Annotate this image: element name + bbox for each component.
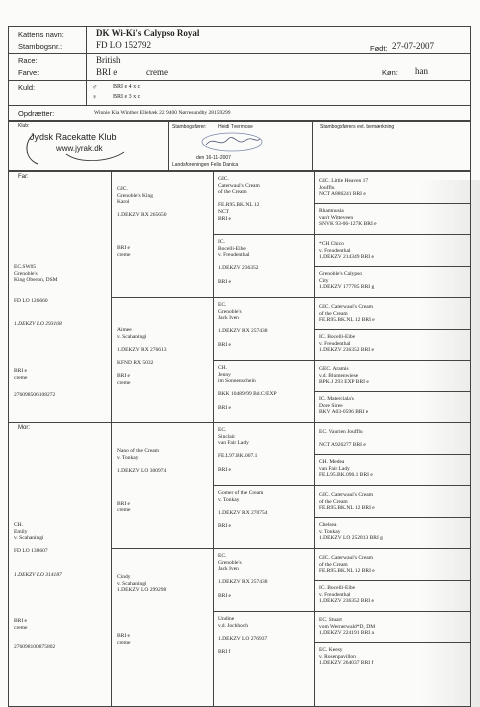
father-name: EC.SW05 Grenoble's King Oberon, DSM — [14, 264, 58, 284]
born-date: 27-07-2007 — [392, 41, 434, 51]
grid-row — [213, 485, 471, 486]
race-label: Race: — [18, 56, 38, 65]
remark-label: Stambogsførers evt. bemærkning — [320, 124, 395, 130]
grid-row — [314, 454, 471, 455]
ancestor-cell: Grenoble's Calypso City 1.DEKZV 177785 BRI g — [319, 271, 375, 291]
father-label: Far: — [18, 174, 29, 180]
stambog-label: Stambogsnr.: — [18, 42, 63, 51]
great-grandparent-cell: Gomer of the Cream v. Tonkay 1.DEKZV RX 270754 BRI e — [218, 490, 268, 529]
federation-name: Landsforeningen Felis Danica — [172, 162, 239, 168]
father-reg: FD LO 126660 — [14, 298, 48, 304]
ancestor-cell: Rhamnusia van't Witteveen SNVK 93-06-127K BRI e — [319, 208, 377, 228]
grandparent-cell: Aimee v. Scahaningi 1.DEKZV RX 276613 KFND RX 5032 BRI e creme — [117, 327, 167, 386]
great-grandparent-cell: CH. Jenny im Sonnenschein BKK 10489/99 Bd.C/EXP BRI e — [218, 365, 277, 411]
farve-code: BRI e — [96, 67, 118, 77]
great-grandparent-cell: GIC. Caterwaul's Cream of the Cream FE.R95.BK.NL 12 NCT BRI e — [218, 176, 260, 222]
ancestor-cell: *CH Chico v. Freudenthal 1.DEKZV 214349 BRI e — [319, 241, 374, 261]
farve-name: creme — [146, 67, 168, 77]
ancestor-cell: GEC. Aramis v.d. Blumenwiese BPK.J 293 EXP BRI e — [319, 366, 369, 386]
born-label: Født: — [370, 44, 388, 53]
opdraetter-value: Winnie Kia Winther Ellebæk 22 9400 Nørresundby 28159299 — [94, 110, 231, 116]
grandparent-cell: Nano of the Cream v. Tonkay 1.DEKZV LO 300974 BRI e creme — [117, 448, 167, 514]
ancestor-cell: EC. Keesy v. Rosenpavillon 1.DEKZV 264037 BRI f — [319, 647, 374, 667]
ancestor-cell: GIC. Caterwaul's Cream of the Cream FE.R95.BK.NL 12 BRI e — [319, 492, 375, 512]
signer-name: Heidi Tvermose — [218, 124, 253, 130]
grid-row — [314, 329, 471, 330]
club-label: Klub: — [18, 123, 30, 129]
ancestor-cell: GIC. Little Heaven 17 Joufflu NCT A886241 BRI e — [319, 178, 369, 198]
ancestor-cell: IC. Bocelli-Eibe v. Freudenthal 1.DEKZV 236352 BRI e — [319, 585, 374, 605]
kon-value: han — [415, 66, 428, 76]
grid-col — [213, 171, 214, 707]
grid-row — [213, 611, 471, 612]
ancestor-cell: CH. Medea van Fair Lady FE.L95.BK.096.1 BRI e — [319, 459, 373, 479]
signer-label: Stambogsfører: — [172, 124, 207, 130]
mother-name: CH. Emily v. Scahaningi — [14, 522, 44, 542]
female-symbol: ♀ — [92, 93, 98, 101]
grid-row — [314, 391, 471, 392]
header-col-divider — [86, 26, 87, 105]
club-divider — [312, 121, 313, 171]
header-divider — [8, 105, 471, 106]
name-label: Kattens navn: — [18, 30, 64, 39]
grid-row — [213, 360, 471, 361]
cat-name: DK Wi-Ki's Calypso Royal — [96, 28, 200, 38]
mother-reg2: 1.DEKZV LO 314187 — [14, 572, 62, 578]
mother-reg: FD LO 138607 — [14, 548, 48, 554]
header-divider — [8, 80, 471, 81]
mother-label: Mor: — [18, 425, 30, 431]
grandparent-cell: GIC. Grenoble's King Karol 1.DEKZV RX 265650 BRI e creme — [117, 186, 167, 258]
mother-color: BRI e creme — [14, 618, 28, 631]
ancestor-cell: GIC. Caterwaul's Cream of the Cream FE.R95.BK.NL 12 BRI e — [319, 304, 375, 324]
opdraetter-label: Opdrætter: — [18, 109, 55, 118]
ancestor-cell: GIC. Caterwaul's Cream of the Cream FE.R95.BK.NL 12 BRI e — [319, 555, 375, 575]
grid-row — [314, 266, 471, 267]
kuld-male: BRI e 4 x c — [113, 84, 141, 90]
great-grandparent-cell: EC. Grenoble's Jack Iven 1.DEKZV RX 257438 BRI e — [218, 302, 268, 348]
sign-date: den 16-11-2007 — [196, 155, 231, 161]
male-symbol: ♂ — [92, 83, 98, 91]
farve-label: Farve: — [18, 68, 40, 77]
grid-row — [314, 517, 471, 518]
grid-row — [314, 580, 471, 581]
kuld-label: Kuld: — [18, 83, 36, 92]
grid-col — [314, 171, 315, 707]
ancestor-cell: EC. Stuart vom Wernerwald*D, DM 1.DEKZV 224191 BRI a — [319, 617, 376, 637]
great-grandparent-cell: EC. Grenoble's Jack Iven 1.DEKZV RX 257438 BRI e — [218, 553, 268, 599]
great-grandparent-cell: EC. Sinclair van Fair Lady FE.L97.BK.007.1 BRI e — [218, 427, 258, 473]
kuld-female: BRI e 3 x c — [113, 94, 141, 100]
grid-row — [213, 234, 471, 235]
father-color: BRI e creme — [14, 368, 28, 381]
grid-row — [314, 203, 471, 204]
grid-row — [314, 642, 471, 643]
race-value: British — [96, 55, 121, 65]
grid-col — [111, 171, 112, 707]
father-reg2: 1.DEKZV LO 293168 — [14, 321, 62, 327]
father-chip: 276098506108272 — [14, 392, 56, 398]
mother-chip: 276098100875802 — [14, 644, 56, 650]
signature-stamp — [200, 131, 264, 153]
great-grandparent-cell: Undine v.d. Jochhoch 1.DEKZV LO 276937 BRI f — [218, 616, 268, 655]
club-name: Jydsk Racekatte Klub — [30, 132, 117, 142]
club-divider — [168, 121, 169, 171]
ancestor-cell: Chelsea v. Tonkay 1.DEKZV LO 252813 BRI g — [319, 522, 383, 542]
header-divider — [8, 53, 471, 54]
grandparent-cell: Cindy v. Scahaningi 1.DEKZV LO 299298 BRI e creme — [117, 574, 167, 646]
ancestor-cell: EC. Vaurien Joufflu NCT A926277 BRI e — [319, 429, 366, 449]
stambog-number: FD LO 152792 — [96, 40, 152, 50]
grid-row — [111, 548, 471, 549]
grid-split — [8, 422, 471, 423]
kon-label: Køn: — [382, 68, 398, 77]
ancestor-cell: IC. Materciala's Dore Siree BKV A03-0596 BRI e — [319, 396, 369, 416]
great-grandparent-cell: IC. Bocelli-Eibe v. Freudenthal 1.DEKZV 236352 BRI e — [218, 239, 259, 285]
ancestor-cell: IC. Bocelli-Eibe v. Freudenthal 1.DEKZV 236352 BRI e — [319, 334, 374, 354]
grid-row — [111, 297, 471, 298]
club-url: www.jyrak.dk — [56, 144, 103, 153]
